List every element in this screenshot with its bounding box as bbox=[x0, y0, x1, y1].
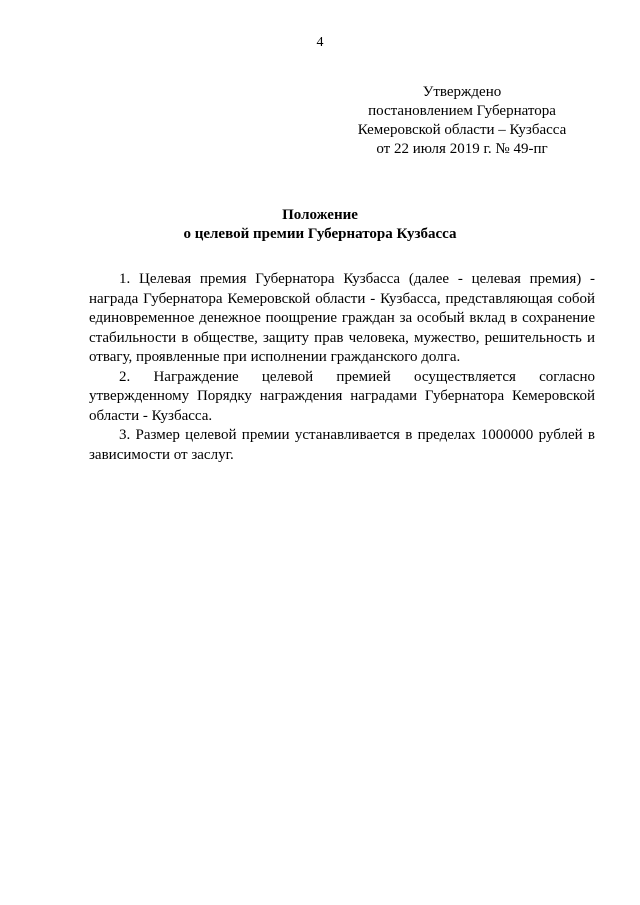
approval-line-approved: Утверждено bbox=[422, 84, 502, 100]
title-line-regulation: Положение bbox=[282, 207, 358, 223]
title-line-subject: о целевой премии Губернатора Кузбасса bbox=[183, 226, 457, 242]
approval-line-region: Кемеровской области – Кузбасса bbox=[357, 122, 567, 138]
document-body bbox=[89, 270, 595, 465]
approval-stamp bbox=[352, 83, 572, 159]
approval-line-date-number: от 22 июля 2019 г. № 49-пг bbox=[376, 141, 548, 157]
paragraph-2: 2. Награждение целевой премией осуществляется согласно утвержденному Порядку награждения наградами Губернатора Кемеровской области - Кузбасса. bbox=[89, 368, 595, 424]
paragraph-3: 3. Размер целевой премии устанавливается в пределах 1000000 рублей в зависимости от заслуг. bbox=[89, 427, 595, 463]
document-title bbox=[0, 206, 640, 244]
page-number: 4 bbox=[316, 35, 324, 50]
approval-line-resolution: постановлением Губернатора bbox=[368, 103, 556, 119]
paragraph-1: 1. Целевая премия Губернатора Кузбасса (далее - целевая премия) - награда Губернатора Кемеровской области - Кузбасса, представляющая собой единовременное денежное поощрение граждан за особый вклад в сохранение стабильности в обществе, защиту прав человека, мужество, решительность и отвагу, проявленные при исполнении гражданского долга. bbox=[89, 271, 595, 365]
